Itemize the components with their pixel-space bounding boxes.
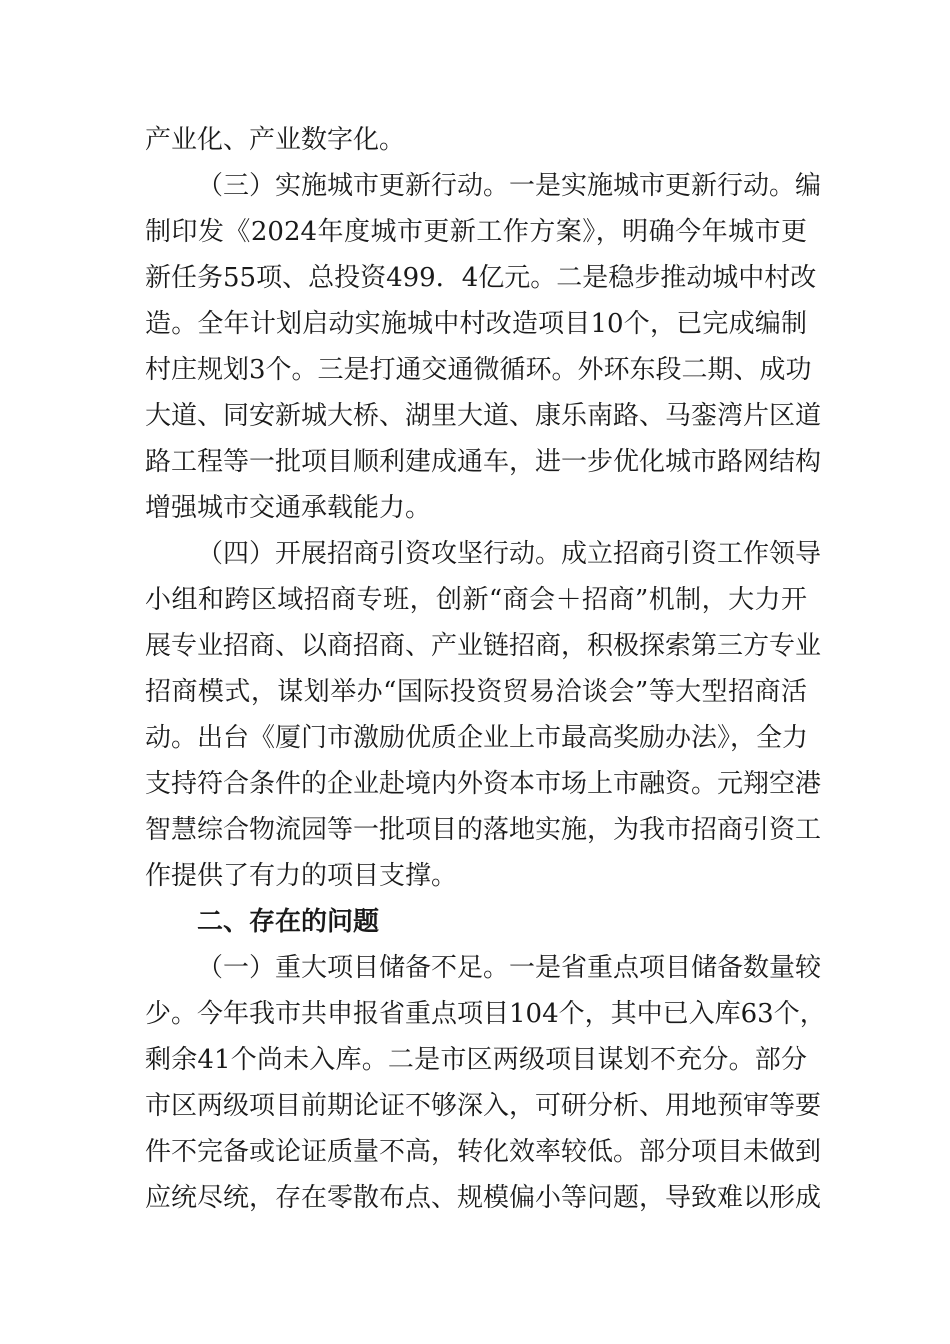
paragraph-line: 招商模式，谋划举办“国际投资贸易洽谈会”等大型招商活 — [145, 677, 807, 707]
paragraph-line: 展专业招商、以商招商、产业链招商，积极探索第三方专业 — [145, 631, 822, 661]
paragraph-line: 应统尽统，存在零散布点、规模偏小等问题，导致难以形成 — [145, 1183, 822, 1213]
paragraph-line: 作提供了有力的项目支撑。 — [145, 861, 458, 891]
section-heading: 二、存在的问题 — [197, 907, 380, 937]
paragraph-line: 造。全年计划启动实施城中村改造项目10个，已完成编制 — [145, 309, 807, 339]
paragraph-line: 制印发《2024年度城市更新工作方案》，明确今年城市更 — [145, 217, 807, 247]
paragraph-line: 智慧综合物流园等一批项目的落地实施，为我市招商引资工 — [145, 815, 822, 845]
paragraph-line: 产业化、产业数字化。 — [145, 125, 406, 155]
paragraph-line: 件不完备或论证质量不高，转化效率较低。部分项目未做到 — [145, 1137, 822, 1167]
paragraph-line: （三）实施城市更新行动。一是实施城市更新行动。编 — [197, 171, 822, 201]
paragraph-line: 市区两级项目前期论证不够深入，可研分析、用地预审等要 — [145, 1091, 822, 1121]
paragraph-line: 动。出台《厦门市激励优质企业上市最高奖励办法》，全力 — [145, 723, 809, 753]
paragraph-line: 剩余41个尚未入库。二是市区两级项目谋划不充分。部分 — [145, 1045, 807, 1075]
paragraph-line: 少。今年我市共申报省重点项目104个，其中已入库63个， — [145, 999, 826, 1029]
paragraph-line: （四）开展招商引资攻坚行动。成立招商引资工作领导 — [197, 539, 822, 569]
paragraph-line: 村庄规划3个。三是打通交通微循环。外环东段二期、成功 — [145, 355, 812, 385]
paragraph-line: 增强城市交通承载能力。 — [145, 493, 432, 523]
paragraph-line: （一）重大项目储备不足。一是省重点项目储备数量较 — [197, 953, 822, 983]
paragraph-line: 小组和跨区域招商专班，创新“商会＋招商”机制，大力开 — [145, 585, 807, 615]
paragraph-line: 大道、同安新城大桥、湖里大道、康乐南路、马銮湾片区道 — [145, 401, 822, 431]
paragraph-line: 新任务55项、总投资499．4亿元。二是稳步推动城中村改 — [145, 263, 817, 293]
paragraph-line: 支持符合条件的企业赴境内外资本市场上市融资。元翔空港 — [145, 769, 822, 799]
paragraph-line: 路工程等一批项目顺利建成通车，进一步优化城市路网结构 — [145, 447, 822, 477]
